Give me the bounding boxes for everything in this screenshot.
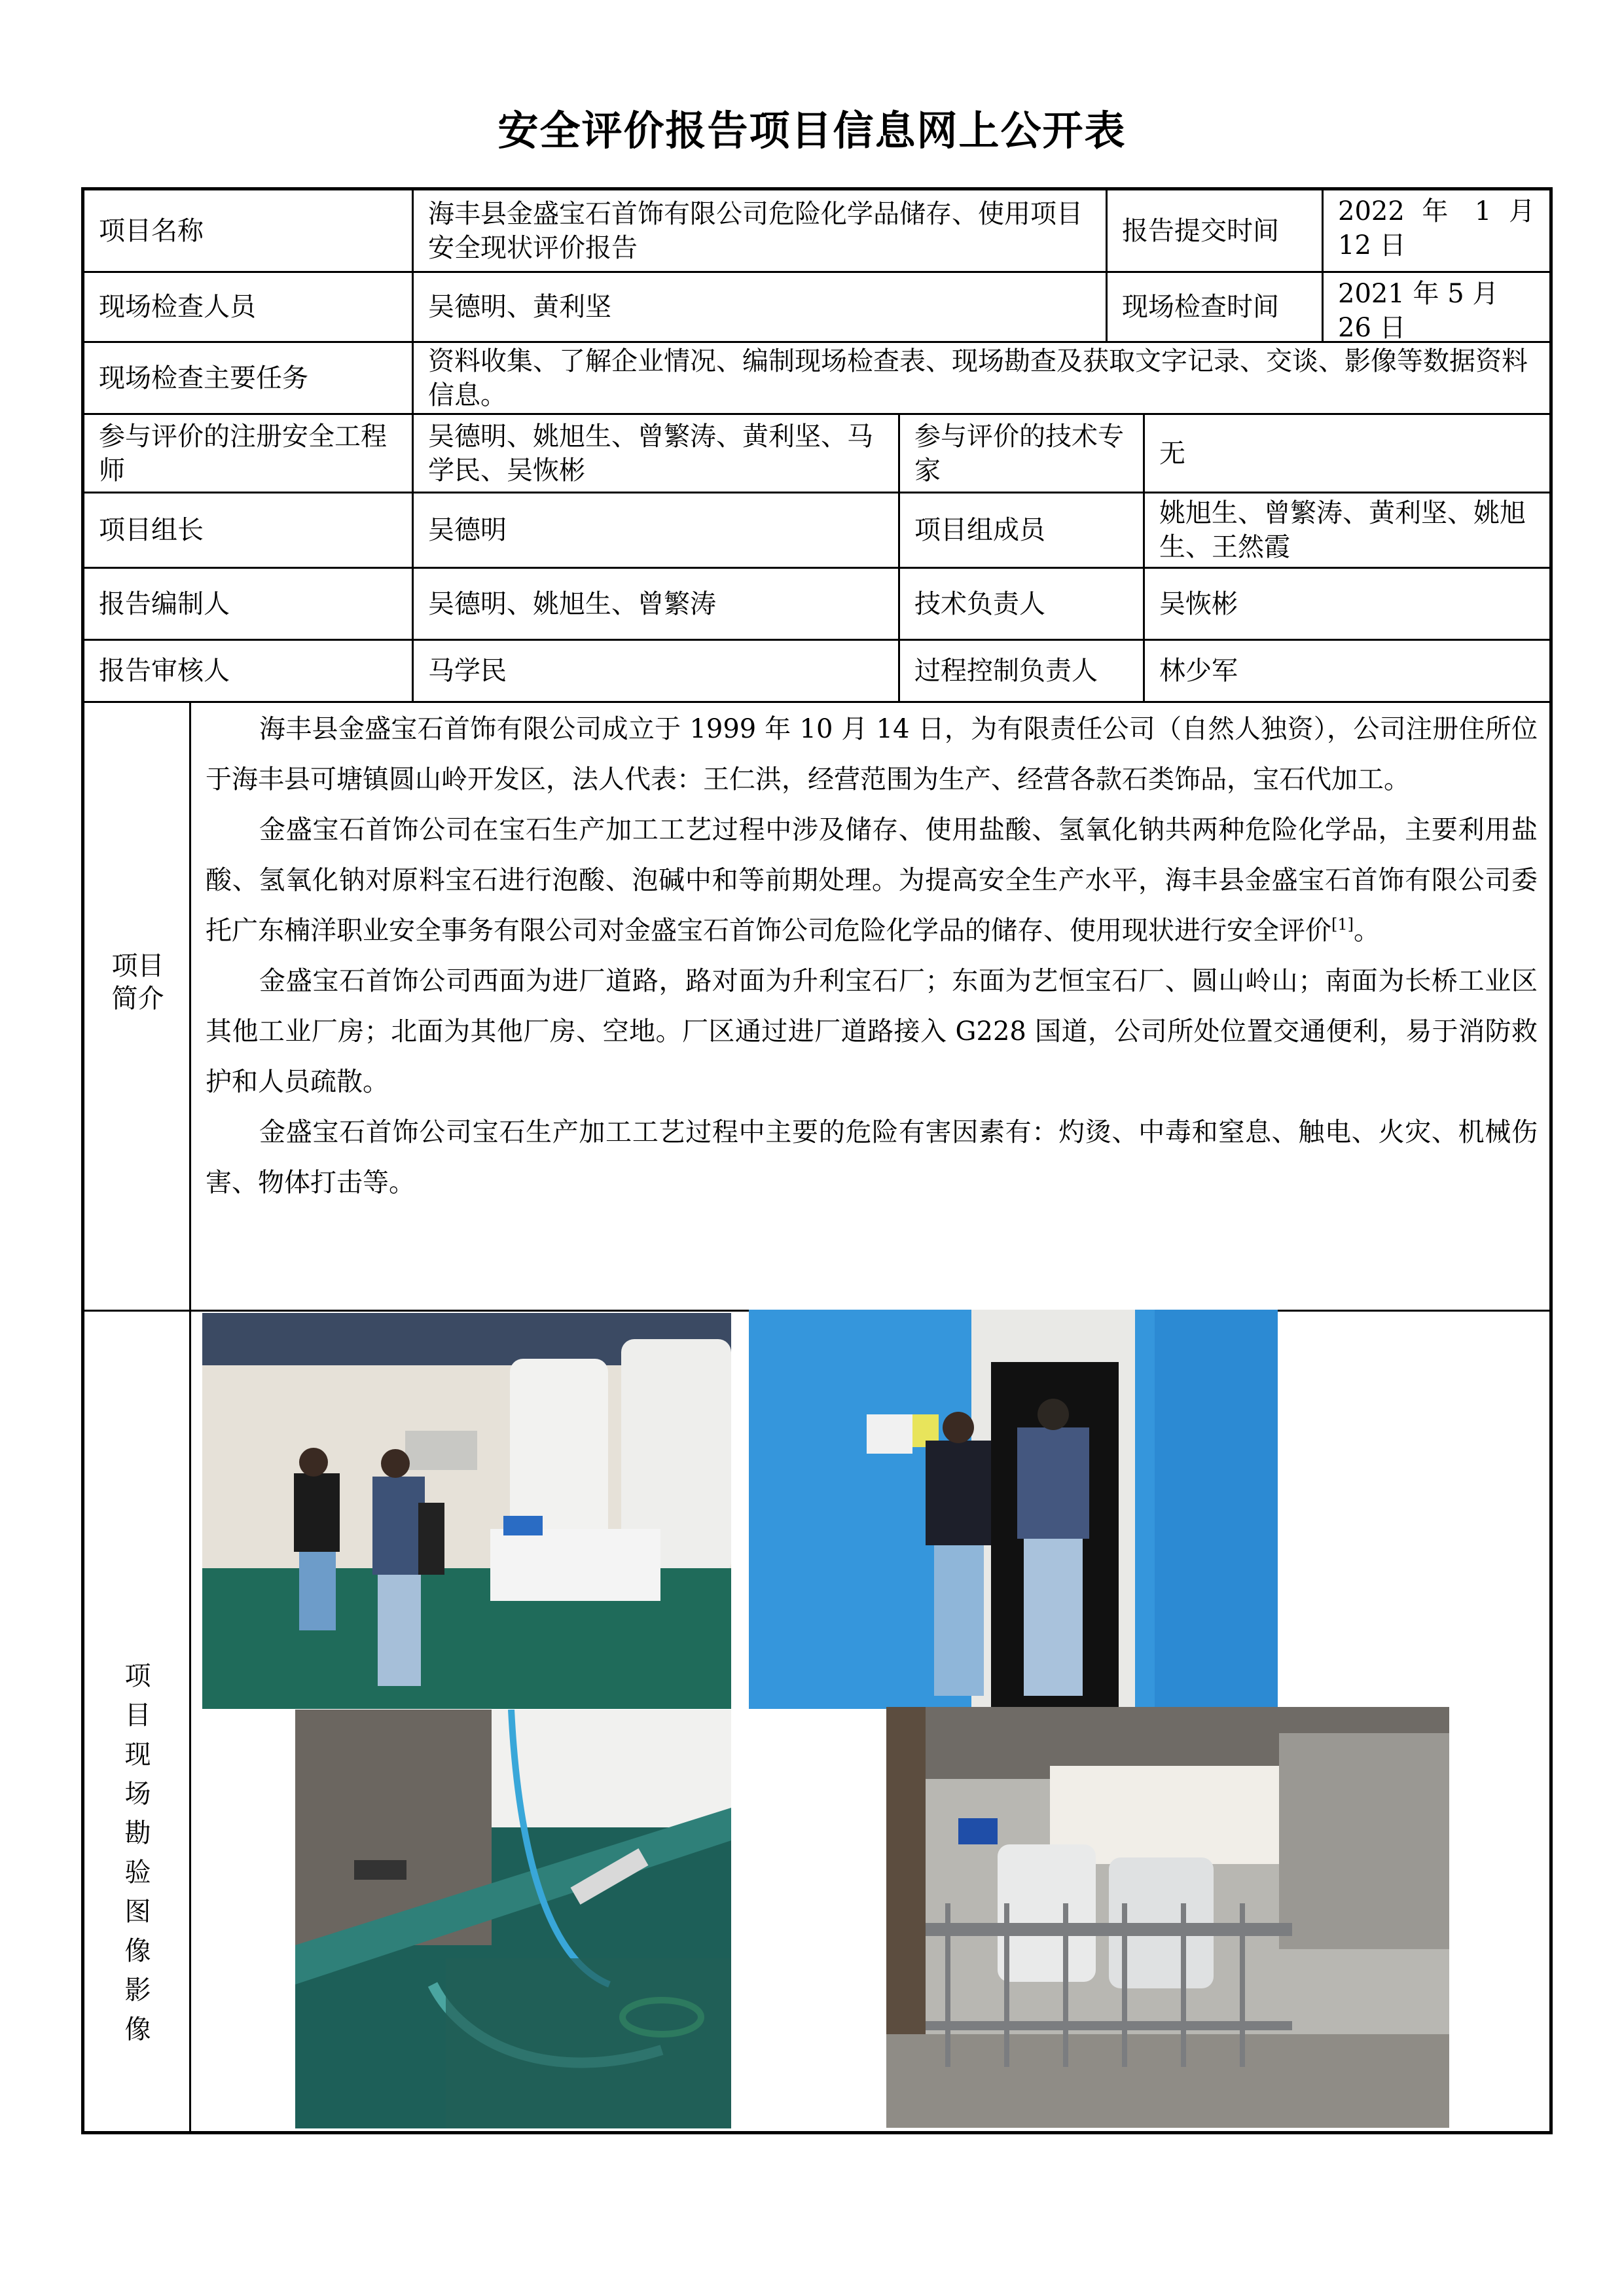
project-name-value: 海丰县金盛宝石首饰有限公司危险化学品储存、使用项目安全现状评价报告 — [428, 198, 1083, 263]
inspectors-value: 吴德明、黄利坚 — [428, 292, 611, 322]
intro-paragraph: 金盛宝石首饰公司西面为进厂道路，路对面为升利宝石厂；东面为艺恒宝石厂、圆山岭山；南面为长桥工业区其他工业厂房；北面为其他厂房、空地。厂区通过进厂道路接入 G228 国道，公司所处位置交通便利，易于消防救护和人员疏散。 — [206, 966, 1538, 1097]
engineers-value: 吴德明、姚旭生、曾繁涛、黄利坚、马学民、吴恢彬 — [428, 421, 873, 486]
leader-label: 项目组长 — [99, 515, 204, 545]
experts-value: 无 — [1159, 438, 1185, 469]
members-label: 项目组成员 — [914, 515, 1045, 545]
tech-lead-value: 吴恢彬 — [1159, 588, 1238, 619]
page-title: 安全评价报告项目信息网上公开表 — [497, 107, 1127, 154]
tasks-label: 现场检查主要任务 — [99, 363, 308, 393]
info-table — [81, 187, 1553, 2134]
leader-value: 吴德明 — [428, 515, 507, 545]
site-photo-doorway — [749, 1310, 1278, 1709]
reviewer-value: 马学民 — [428, 656, 507, 686]
process-lead-label: 过程控制负责人 — [914, 656, 1098, 686]
reviewer-label: 报告审核人 — [99, 656, 230, 686]
inspect-time-value: 2021 年 5 月 26 日 — [1338, 279, 1499, 343]
inspect-time-label: 现场检查时间 — [1122, 292, 1279, 322]
tech-lead-label: 技术负责人 — [914, 588, 1045, 619]
intro-paragraph: 金盛宝石首饰公司宝石生产加工工艺过程中主要的危险有害因素有：灼烫、中毒和窒息、触电、火灾、机械伤害、物体打击等。 — [206, 1117, 1538, 1198]
intro-paragraph: 海丰县金盛宝石首饰有限公司成立于 1999 年 10 月 14 日，为有限责任公司（自然人独资），公司注册住所位于海丰县可塘镇圆山岭开发区，法人代表：王仁洪，经营范围为生产、经营各款石类饰品，宝石代加工。 — [206, 714, 1538, 795]
experts-label: 参与评价的技术专家 — [914, 421, 1124, 486]
process-lead-value: 林少军 — [1159, 656, 1238, 686]
submit-time-label: 报告提交时间 — [1122, 215, 1279, 246]
site-photo-floor — [295, 1710, 731, 2128]
intro-label: 项目简介 — [111, 951, 164, 1014]
site-photo-storage — [886, 1707, 1449, 2128]
tasks-value: 资料收集、了解企业情况、编制现场检查表、现场勘查及获取文字记录、交谈、影像等数据资料信息。 — [428, 346, 1528, 410]
compiler-label: 报告编制人 — [99, 588, 230, 619]
site-photo-workshop — [202, 1313, 731, 1709]
photos-label: 项目现场勘验图像影像 — [124, 1661, 151, 2045]
submit-time-value: 2022 年 1 月 12 日 — [1338, 196, 1535, 260]
engineers-label: 参与评价的注册安全工程师 — [99, 421, 387, 486]
project-name-label: 项目名称 — [99, 215, 204, 246]
intro-paragraph: 金盛宝石首饰公司在宝石生产加工工艺过程中涉及储存、使用盐酸、氢氧化钠共两种危险化学品，主要利用盐酸、氢氧化钠对原料宝石进行泡酸、泡碱中和等前期处理。为提高安全生产水平，海丰县金盛宝石首饰有限公司委托广东楠洋职业安全事务有限公司对金盛宝石首饰公司危险化学品的储存、使用现状进行安全评价[1]。 — [206, 815, 1538, 946]
intro-text — [191, 704, 1549, 1208]
inspectors-label: 现场检查人员 — [99, 292, 256, 322]
compiler-value: 吴德明、姚旭生、曾繁涛 — [428, 588, 716, 619]
members-value: 姚旭生、曾繁涛、黄利坚、姚旭生、王然霞 — [1159, 498, 1526, 562]
